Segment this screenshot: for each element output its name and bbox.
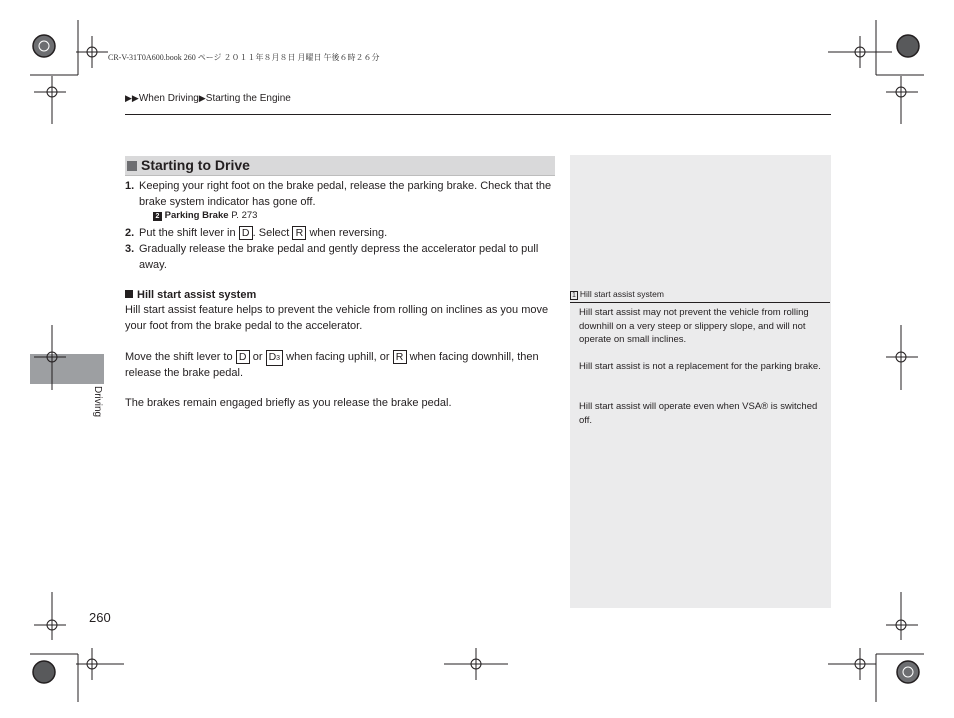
step-number: 2.	[125, 227, 135, 239]
print-info: CR-V-31T0A600.book 260 ページ ２０１１年８月８日 月曜日 午後６時２６分	[108, 53, 380, 62]
sidebar-heading-text: Hill start assist system	[579, 289, 664, 299]
sidebar-paragraph-1: Hill start assist may not prevent the vehicle from rolling downhill on a very steep or slippery slope, and will not operate on small inclines.	[579, 307, 809, 345]
key-letter: D	[268, 351, 277, 363]
hill-start-heading-text: Hill start assist system	[137, 289, 257, 301]
sidebar-note-icon: 1	[572, 292, 576, 299]
color-target-icon	[897, 35, 919, 57]
registration-mark-icon	[34, 76, 66, 124]
breadcrumb-marker: ▶▶	[125, 93, 139, 103]
registration-mark-icon	[34, 592, 66, 640]
registration-mark-icon	[34, 325, 66, 390]
para-text-part: or	[252, 351, 263, 363]
step-text-part: when reversing.	[309, 227, 388, 239]
sidebar-paragraph-2: Hill start assist is not a replacement for the parking brake.	[579, 361, 821, 372]
registration-mark-icon	[886, 325, 918, 390]
para-text-part: when facing uphill, or	[286, 351, 390, 363]
color-target-icon	[33, 35, 55, 57]
hill-start-paragraph-1: Hill start assist feature helps to prevent the vehicle from rolling on inclines as you move your foot from the brake pedal to the accelerator.	[125, 304, 549, 332]
color-target-icon	[33, 661, 55, 683]
para-text-part: when facing downhill, then release the brake pedal.	[125, 351, 539, 379]
registration-mark-icon	[444, 648, 508, 680]
breadcrumb-item-when-driving[interactable]: When Driving	[138, 93, 199, 104]
registration-mark-icon	[886, 592, 918, 640]
key-subscript: 3	[276, 355, 281, 362]
registration-mark-icon	[76, 36, 108, 68]
registration-mark-icon	[828, 648, 876, 680]
shift-d-key-icon: D	[236, 350, 250, 364]
reference-label: Parking Brake	[164, 210, 229, 221]
chapter-tab-label: Driving	[92, 386, 103, 418]
step-text: Keeping your right foot on the brake pedal, release the parking brake. Check that the brake system indicator has gone off.	[139, 180, 552, 208]
breadcrumb-separator: ▶	[198, 93, 206, 103]
registration-mark-icon	[828, 36, 892, 68]
reference-arrow-icon: 2	[153, 212, 162, 221]
hill-start-paragraph-3: The brakes remain engaged briefly as you release the brake pedal.	[125, 397, 452, 409]
registration-mark-icon	[886, 76, 918, 124]
shift-d-key-icon: D	[239, 226, 253, 240]
step-number: 3.	[125, 243, 135, 255]
section-title: Starting to Drive	[141, 157, 250, 173]
shift-r-key-icon: R	[393, 350, 407, 364]
registration-mark-icon	[76, 648, 124, 680]
sidebar-paragraph-3: Hill start assist will operate even when VSA® is switched off.	[579, 401, 818, 426]
shift-r-key-icon: R	[292, 226, 306, 240]
reference-page: P. 273	[231, 210, 258, 221]
step-text-part: Put the shift lever in	[139, 227, 236, 239]
color-target-icon	[897, 661, 919, 683]
step-text: Gradually release the brake pedal and gently depress the accelerator pedal to pull away.	[139, 243, 539, 271]
page-number: 260	[89, 610, 111, 625]
step-number: 1.	[125, 180, 135, 192]
step-text-part: . Select	[252, 227, 290, 239]
para-text-part: Move the shift lever to	[125, 351, 233, 363]
breadcrumb-item-starting-engine[interactable]: Starting the Engine	[205, 93, 291, 104]
